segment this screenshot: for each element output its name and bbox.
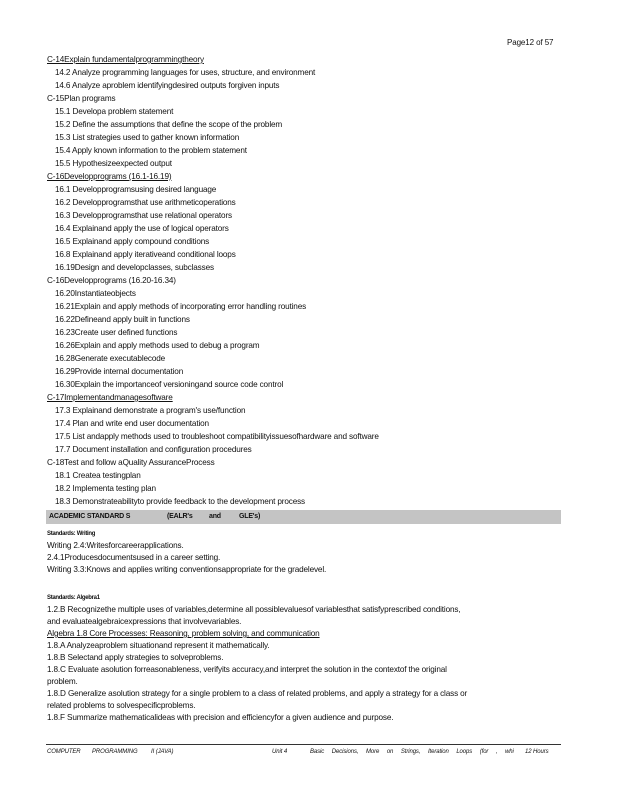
competency-heading-text: C-18Test and follow aQuality AssuranceProcess xyxy=(47,458,215,467)
footer-hours: 12 Hours xyxy=(525,749,549,755)
academic-standards-title: ACADEMIC STANDARD S xyxy=(49,513,131,520)
competency-item-text: 15.5 Hypothesizeexpected output xyxy=(55,159,172,168)
algebra-standards xyxy=(47,592,567,724)
competency-item-text: 16.30Explain the importanceof versioningand source code control xyxy=(55,380,284,389)
competency-item xyxy=(47,248,567,261)
competency-item xyxy=(47,66,567,79)
competency-heading xyxy=(47,53,567,66)
competency-heading xyxy=(47,391,567,404)
competency-item-text: 17.7 Document installation and configuration procedures xyxy=(55,445,252,454)
writing-line: 2.4.1Producesdocumentsused in a career setting. xyxy=(47,553,221,562)
competency-item-text: 16.20Instantiateobjects xyxy=(55,289,136,298)
competency-item xyxy=(47,183,567,196)
algebra-line: related problems to solvespecificproblems. xyxy=(47,701,196,710)
competency-item-text: 18.1 Createa testingplan xyxy=(55,471,141,480)
competency-item-text: 17.5 List andapply methods used to troubleshoot compatibilityissuesofhardware and software xyxy=(55,432,379,441)
competency-heading xyxy=(47,274,567,287)
competency-item-text: 16.22Defineand apply built in functions xyxy=(55,315,190,324)
competency-item-text: 15.3 List strategies used to gather known information xyxy=(55,133,240,142)
competency-item-text: 16.5 Explainand apply compound conditions xyxy=(55,237,210,246)
competency-item xyxy=(47,495,567,508)
competency-item-text: 16.2 Developprogramsthat use arithmeticoperations xyxy=(55,198,236,207)
competency-heading xyxy=(47,92,567,105)
algebra-label: Standards: Algebra1 xyxy=(47,595,100,601)
competency-item-text: 16.23Create user defined functions xyxy=(55,328,178,337)
competency-item-text: 16.3 Developprogramsthat use relational operators xyxy=(55,211,232,220)
competency-item-text: 16.19Design and developclasses, subclasses xyxy=(55,263,214,272)
academic-standards-part1: (EALR's xyxy=(167,513,193,520)
algebra-line: and evaluatealgebraicexpressions that involvevariables. xyxy=(47,617,242,626)
footer-topic: Basic Decisions, More on Strings, Iteration Loops (for , whi xyxy=(310,749,514,755)
competency-item-text: 15.1 Developa problem statement xyxy=(55,107,174,116)
competency-item-text: 16.8 Explainand apply iterativeand conditional loops xyxy=(55,250,236,259)
competency-heading xyxy=(47,170,567,183)
footer-course2: PROGRAMMING xyxy=(92,749,138,755)
footer-unit: Unit 4 xyxy=(272,749,288,755)
competency-item-text: 16.29Provide internal documentation xyxy=(55,367,184,376)
competency-item xyxy=(47,222,567,235)
competency-item xyxy=(47,261,567,274)
competency-item-text: 14.6 Analyze aproblem identifyingdesired outputs forgiven inputs xyxy=(55,81,280,90)
competency-item xyxy=(47,378,567,391)
competency-item-text: 18.2 Implementa testing plan xyxy=(55,484,156,493)
competency-item xyxy=(47,157,567,170)
competency-item xyxy=(47,339,567,352)
writing-line: Writing 2.4:Writesforcareerapplications. xyxy=(47,541,184,550)
academic-standards-part2: and xyxy=(209,513,221,520)
competency-item xyxy=(47,443,567,456)
writing-label: Standards: Writing xyxy=(47,531,96,537)
competency-outline xyxy=(47,53,567,508)
algebra-line: 1.8.A Analyzeaproblem situationand represent it mathematically. xyxy=(47,641,270,650)
competency-item-text: 14.2 Analyze programming languages for uses, structure, and environment xyxy=(55,68,316,77)
competency-item-text: 15.2 Define the assumptions that define the scope of the problem xyxy=(55,120,283,129)
competency-item xyxy=(47,105,567,118)
competency-item xyxy=(47,365,567,378)
algebra-line: problem. xyxy=(47,677,78,686)
competency-item xyxy=(47,79,567,92)
competency-item xyxy=(47,118,567,131)
competency-item-text: 17.3 Explainand demonstrate a program's use/function xyxy=(55,406,246,415)
competency-item xyxy=(47,482,567,495)
competency-item-text: 16.21Explain and apply methods of incorporating error handling routines xyxy=(55,302,307,311)
algebra-line: 1.2.B Recognizethe multiple uses of variables,determine all possiblevaluesof variablesthat satisfyprescribed conditions, xyxy=(47,605,461,614)
algebra-line: Algebra 1.8 Core Processes: Reasoning, problem solving, and communication xyxy=(47,629,320,638)
algebra-line: 1.8.B Selectand apply strategies to solveproblems. xyxy=(47,653,224,662)
algebra-line: 1.8.D Generalize asolution strategy for a single problem to a class of related problems, and apply a strategy for a class or xyxy=(47,689,468,698)
competency-item-text: 16.26Explain and apply methods used to debug a program xyxy=(55,341,260,350)
footer-course: COMPUTER xyxy=(47,749,81,755)
footer-course3: II (JAVA) xyxy=(151,749,174,755)
footer-rule xyxy=(46,744,561,745)
competency-item xyxy=(47,404,567,417)
academic-standards-part3: GLE's) xyxy=(239,513,261,520)
competency-item-text: 16.4 Explainand apply the use of logical operators xyxy=(55,224,229,233)
competency-heading xyxy=(47,456,567,469)
competency-item xyxy=(47,131,567,144)
algebra-line: 1.8.F Summarize mathematicalideas with precision and efficiencyfor a given audience and purpose. xyxy=(47,713,394,722)
competency-heading-text: C-15Plan programs xyxy=(47,94,116,103)
academic-standards-bar xyxy=(46,510,561,524)
competency-item xyxy=(47,144,567,157)
page-number: Page12 of 57 xyxy=(507,38,554,47)
competency-item-text: 16.28Generate executablecode xyxy=(55,354,166,363)
competency-heading-text: C-17Implementandmanagesoftware xyxy=(47,393,173,402)
competency-item-text: 15.4 Apply known information to the problem statement xyxy=(55,146,247,155)
competency-heading-text: C-16Developprograms (16.1-16.19) xyxy=(47,172,172,181)
competency-item xyxy=(47,352,567,365)
competency-item xyxy=(47,326,567,339)
competency-item xyxy=(47,196,567,209)
competency-heading-text: C-14Explain fundamentalprogrammingtheory xyxy=(47,55,204,64)
algebra-line: 1.8.C Evaluate asolution forreasonableness, verifyits accuracy,and interpret the solution in the contextof the original xyxy=(47,665,447,674)
competency-item xyxy=(47,300,567,313)
writing-line: Writing 3.3:Knows and applies writing conventionsappropriate for the gradelevel. xyxy=(47,565,327,574)
competency-item xyxy=(47,417,567,430)
competency-item xyxy=(47,430,567,443)
competency-heading-text: C-16Developprograms (16.20-16.34) xyxy=(47,276,176,285)
competency-item xyxy=(47,235,567,248)
competency-item xyxy=(47,313,567,326)
competency-item-text: 16.1 Developprogramsusing desired language xyxy=(55,185,217,194)
competency-item xyxy=(47,469,567,482)
writing-standards xyxy=(47,528,567,576)
competency-item-text: 17.4 Plan and write end user documentation xyxy=(55,419,209,428)
competency-item-text: 18.3 Demonstrateabilityto provide feedback to the development process xyxy=(55,497,305,506)
competency-item xyxy=(47,287,567,300)
competency-item xyxy=(47,209,567,222)
